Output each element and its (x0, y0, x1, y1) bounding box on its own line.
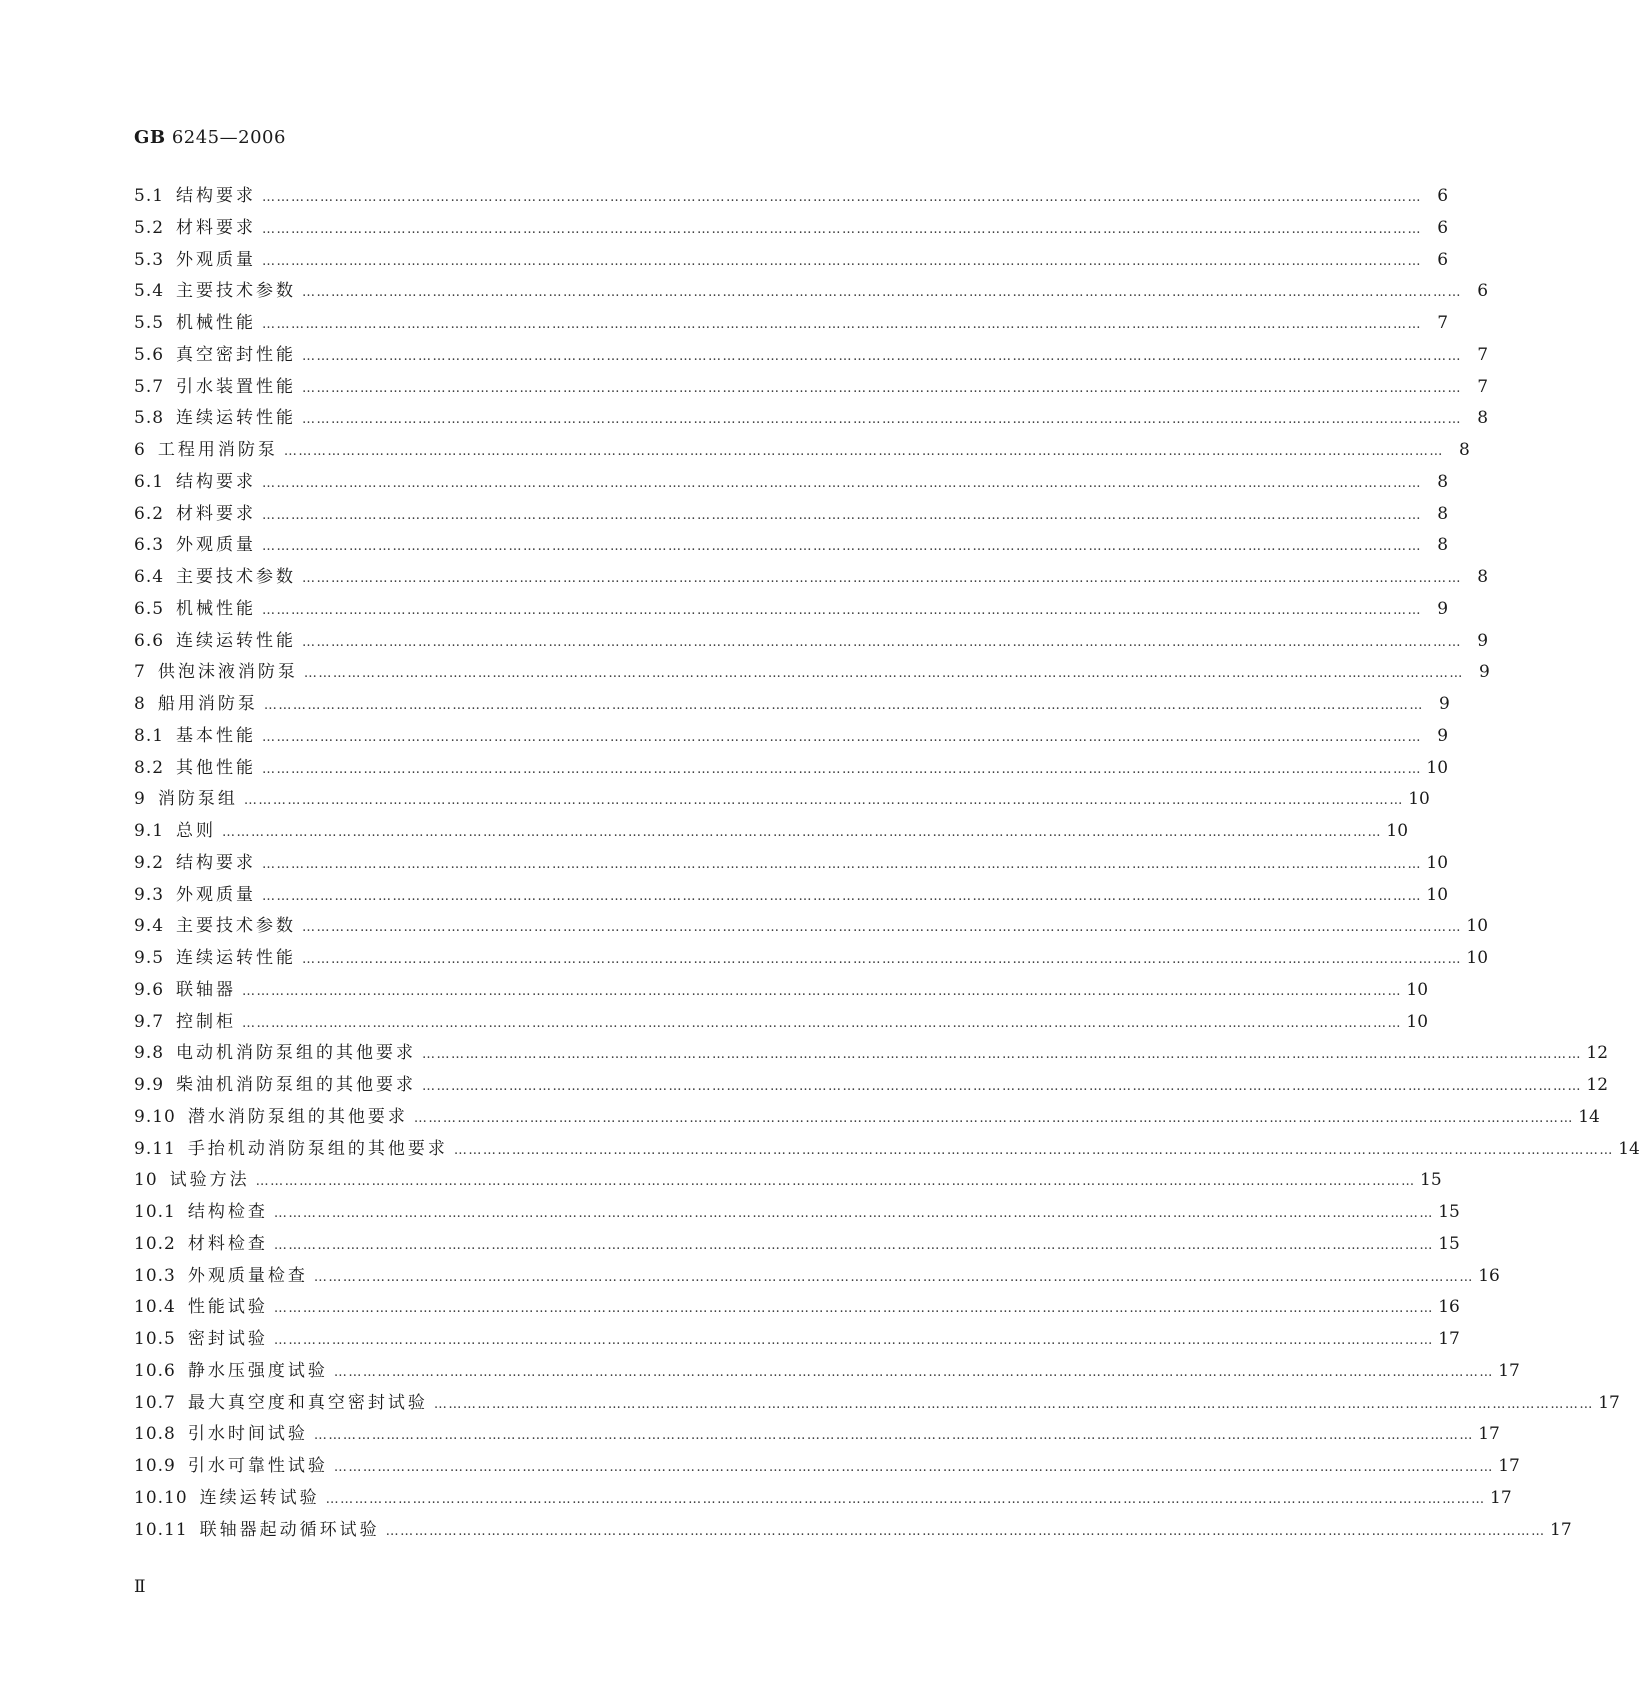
toc-leader-dots: …………………………………………………………………………………………………………………………………………………………………………………………………………………… (273, 1237, 1434, 1253)
toc-leader-dots: …………………………………………………………………………………………………………………………………………………………………………………………………………………… (262, 253, 1423, 269)
toc-entry-page: 14 (1618, 1138, 1640, 1159)
toc-entry-title: 真空密封性能 (176, 344, 297, 365)
toc-entry-page: 8 (1477, 408, 1489, 429)
toc-entry-number: 8 (134, 694, 146, 714)
toc-entry-number: 6 (134, 440, 146, 460)
toc-entry[interactable] (134, 435, 1470, 467)
toc-leader-dots: …………………………………………………………………………………………………………………………………………………………………………………………………………………… (453, 1142, 1614, 1158)
toc-leader-dots: …………………………………………………………………………………………………………………………………………………………………………………………………………………… (422, 1047, 1583, 1063)
toc-entry-number: 9.3 (134, 884, 165, 905)
toc-entry-number: 5.4 (134, 281, 165, 302)
toc-entry[interactable] (134, 689, 1450, 721)
toc-entry-page: 12 (1586, 1075, 1609, 1095)
toc-entry-page: 10 (1408, 789, 1430, 810)
toc-entry[interactable] (134, 1515, 1572, 1547)
toc-entry[interactable] (134, 1388, 1620, 1420)
toc-entry-number: 10.7 (134, 1392, 176, 1413)
toc-entry-title: 联轴器起动循环试验 (199, 1519, 380, 1540)
toc-entry-title: 试验方法 (169, 1170, 250, 1191)
toc-entry-title: 密封试验 (187, 1329, 268, 1349)
toc-leader-dots: …………………………………………………………………………………………………………………………………………………………………………………………………………………… (413, 1110, 1574, 1126)
toc-leader-dots: …………………………………………………………………………………………………………………………………………………………………………………………………………………… (283, 444, 1444, 459)
toc-entry-number: 6.5 (134, 598, 165, 619)
toc-entry-title: 外观质量 (176, 535, 257, 556)
toc-entry-page: 10 (1426, 757, 1449, 778)
toc-entry-number: 10.3 (134, 1265, 176, 1286)
toc-entry-number: 10.6 (134, 1360, 176, 1381)
toc-entry-title: 工程用消防泵 (157, 440, 278, 460)
toc-entry-title: 船用消防泵 (157, 694, 258, 714)
toc-leader-dots: …………………………………………………………………………………………………………………………………………………………………………………………………………………… (302, 412, 1463, 428)
toc-entry-number: 5.7 (134, 376, 165, 397)
toc-entry-number: 10.8 (134, 1424, 176, 1445)
toc-entry-page: 7 (1477, 344, 1489, 365)
toc-entry-number: 9.11 (134, 1138, 176, 1159)
toc-entry-page: 15 (1420, 1170, 1442, 1191)
toc-leader-dots: …………………………………………………………………………………………………………………………………………………………………………………………………………………… (313, 1428, 1474, 1444)
toc-entry[interactable] (134, 1070, 1609, 1102)
toc-entry-number: 9.9 (134, 1075, 165, 1095)
toc-leader-dots: …………………………………………………………………………………………………………………………………………………………………………………………………………………… (302, 285, 1463, 301)
toc-entry-page: 8 (1437, 471, 1449, 492)
toc-entry-page: 15 (1438, 1233, 1460, 1254)
toc-entry-page: 10 (1466, 948, 1489, 968)
toc-entry[interactable] (134, 1038, 1609, 1070)
toc-entry-page: 7 (1437, 313, 1449, 333)
toc-entry-page: 8 (1459, 440, 1470, 460)
toc-entry-number: 5.6 (134, 344, 165, 365)
toc-leader-dots: …………………………………………………………………………………………………………………………………………………………………………………………………………………… (302, 348, 1463, 364)
toc-entry-page: 10 (1386, 821, 1409, 841)
toc-entry[interactable] (134, 467, 1449, 499)
toc-entry-number: 5.2 (134, 217, 165, 238)
toc-leader-dots: …………………………………………………………………………………………………………………………………………………………………………………………………………………… (325, 1491, 1486, 1507)
toc-entry-page: 6 (1437, 186, 1449, 206)
toc-entry-page: 9 (1437, 725, 1449, 746)
toc-entry-page: 9 (1437, 598, 1449, 619)
toc-entry-title: 连续运转性能 (176, 630, 297, 651)
toc-leader-dots: …………………………………………………………………………………………………………………………………………………………………………………………………………………… (262, 729, 1423, 745)
toc-entry-number: 10.9 (134, 1456, 176, 1476)
toc-entry[interactable] (134, 784, 1430, 816)
toc-leader-dots: …………………………………………………………………………………………………………………………………………………………………………………………………………………… (333, 1364, 1494, 1380)
toc-entry[interactable] (134, 562, 1489, 594)
toc-entry-title: 材料要求 (176, 217, 257, 238)
toc-leader-dots: …………………………………………………………………………………………………………………………………………………………………………………………………………………… (242, 1015, 1403, 1031)
toc-entry-title: 结构要求 (176, 186, 257, 206)
toc-entry[interactable] (134, 753, 1449, 785)
toc-entry-number: 9.4 (134, 916, 165, 937)
toc-entry-number: 5.8 (134, 408, 165, 429)
toc-entry-number: 8.2 (134, 757, 165, 778)
toc-entry-page: 10 (1426, 884, 1449, 905)
toc-leader-dots: …………………………………………………………………………………………………………………………………………………………………………………………………………………… (302, 380, 1463, 396)
toc-entry-number: 6.1 (134, 471, 165, 492)
toc-entry-page: 17 (1550, 1519, 1572, 1540)
toc-entry[interactable] (134, 372, 1489, 404)
toc-entry-title: 联轴器 (176, 979, 237, 1000)
toc-entry-number: 9 (134, 789, 146, 810)
toc-entry[interactable] (134, 943, 1489, 975)
toc-entry-number: 6.2 (134, 503, 165, 524)
toc-entry-title: 材料检查 (187, 1233, 268, 1254)
toc-entry-title: 控制柜 (176, 1011, 237, 1032)
toc-entry-page: 17 (1498, 1456, 1520, 1476)
toc-entry-page: 10 (1466, 916, 1489, 937)
toc-entry-page: 6 (1477, 281, 1489, 302)
document-header (134, 127, 286, 148)
toc-entry-title: 基本性能 (176, 725, 257, 746)
toc-leader-dots: …………………………………………………………………………………………………………………………………………………………………………………………………………………… (262, 856, 1423, 872)
toc-entry-number: 10 (134, 1170, 158, 1191)
toc-entry[interactable] (134, 1483, 1512, 1515)
toc-entry-page: 8 (1437, 535, 1449, 556)
toc-entry-page: 9 (1479, 662, 1490, 683)
toc-entry-title: 连续运转性能 (176, 408, 297, 429)
toc-entry[interactable] (134, 181, 1449, 213)
toc-entry-number: 10.1 (134, 1202, 176, 1222)
toc-leader-dots: …………………………………………………………………………………………………………………………………………………………………………………………………………………… (302, 920, 1463, 936)
toc-entry-number: 7 (134, 662, 146, 683)
toc-entry-title: 结构要求 (176, 471, 257, 492)
toc-leader-dots: …………………………………………………………………………………………………………………………………………………………………………………………………………………… (242, 983, 1403, 999)
toc-entry-number: 9.2 (134, 852, 165, 873)
toc-entry-title: 引水可靠性试验 (187, 1456, 328, 1476)
toc-entry[interactable] (134, 499, 1449, 531)
toc-leader-dots: …………………………………………………………………………………………………………………………………………………………………………………………………………………… (273, 1333, 1434, 1348)
toc-leader-dots: …………………………………………………………………………………………………………………………………………………………………………………………………………………… (262, 888, 1423, 904)
toc-entry-page: 15 (1438, 1202, 1460, 1222)
toc-entry-page: 6 (1437, 217, 1449, 238)
toc-entry-title: 引水时间试验 (187, 1424, 308, 1445)
toc-leader-dots: …………………………………………………………………………………………………………………………………………………………………………………………………………………… (262, 221, 1423, 237)
toc-leader-dots: …………………………………………………………………………………………………………………………………………………………………………………………………………………… (262, 190, 1423, 205)
toc-entry[interactable] (134, 1197, 1460, 1229)
toc-entry-title: 结构要求 (176, 852, 257, 873)
toc-entry[interactable] (134, 1324, 1460, 1356)
toc-entry-page: 10 (1426, 852, 1449, 873)
toc-leader-dots: …………………………………………………………………………………………………………………………………………………………………………………………………………………… (263, 698, 1424, 713)
toc-entry-number: 6.4 (134, 567, 165, 587)
toc-entry-title: 引水装置性能 (176, 376, 297, 397)
toc-leader-dots: …………………………………………………………………………………………………………………………………………………………………………………………………………………… (273, 1206, 1434, 1221)
toc-entry-number: 9.7 (134, 1011, 165, 1032)
toc-entry-page: 7 (1477, 376, 1489, 397)
toc-leader-dots: …………………………………………………………………………………………………………………………………………………………………………………………………………………… (262, 317, 1423, 332)
toc-entry-number: 10.11 (134, 1519, 188, 1540)
toc-entry-page: 17 (1438, 1329, 1460, 1349)
toc-entry-number: 9.10 (134, 1106, 176, 1127)
toc-leader-dots: …………………………………………………………………………………………………………………………………………………………………………………………………………………… (303, 666, 1464, 682)
toc-entry-number: 5.3 (134, 249, 165, 270)
toc-entry[interactable] (134, 1007, 1429, 1039)
toc-entry-title: 柴油机消防泵组的其他要求 (176, 1075, 417, 1095)
toc-entry-number: 10.2 (134, 1233, 176, 1254)
toc-entry-number: 6.3 (134, 535, 165, 556)
toc-entry-title: 其他性能 (176, 757, 257, 778)
toc-entry-page: 8 (1477, 567, 1489, 587)
toc-entry-title: 外观质量检查 (187, 1265, 308, 1286)
toc-entry-number: 5.5 (134, 313, 165, 333)
toc-entry[interactable] (134, 403, 1489, 435)
toc-entry-title: 消防泵组 (157, 789, 238, 810)
standard-code: GB (134, 127, 166, 148)
toc-entry-number: 9.1 (134, 821, 165, 841)
toc-entry-title: 潜水消防泵组的其他要求 (187, 1106, 408, 1127)
toc-leader-dots: …………………………………………………………………………………………………………………………………………………………………………………………………………………… (302, 952, 1463, 967)
toc-leader-dots: …………………………………………………………………………………………………………………………………………………………………………………………………………………… (262, 761, 1423, 777)
toc-entry-page: 17 (1478, 1424, 1500, 1445)
toc-entry-page: 17 (1490, 1487, 1512, 1508)
toc-entry-number: 10.4 (134, 1297, 176, 1318)
toc-entry-title: 材料要求 (176, 503, 257, 524)
toc-entry[interactable] (134, 626, 1489, 658)
toc-entry-title: 结构检查 (187, 1202, 268, 1222)
toc-entry[interactable] (134, 276, 1489, 308)
toc-leader-dots: …………………………………………………………………………………………………………………………………………………………………………………………………………………… (333, 1460, 1494, 1475)
toc-entry[interactable] (134, 245, 1449, 277)
toc-entry[interactable] (134, 975, 1429, 1007)
toc-leader-dots: …………………………………………………………………………………………………………………………………………………………………………………………………………………… (385, 1523, 1546, 1539)
toc-entry-number: 5.1 (134, 186, 165, 206)
toc-entry[interactable] (134, 1292, 1460, 1324)
toc-entry[interactable] (134, 1165, 1442, 1197)
toc-entry-title: 主要技术参数 (176, 567, 297, 587)
toc-entry[interactable] (134, 1451, 1520, 1483)
toc-leader-dots: …………………………………………………………………………………………………………………………………………………………………………………………………………………… (302, 634, 1463, 650)
toc-entry-title: 性能试验 (187, 1297, 268, 1318)
toc-entry[interactable] (134, 340, 1489, 372)
toc-entry-title: 机械性能 (176, 313, 257, 333)
toc-entry[interactable] (134, 530, 1449, 562)
toc-entry-number: 6.6 (134, 630, 165, 651)
toc-leader-dots: …………………………………………………………………………………………………………………………………………………………………………………………………………………… (243, 793, 1404, 809)
toc-entry-title: 最大真空度和真空密封试验 (187, 1392, 428, 1413)
toc-entry-page: 16 (1478, 1265, 1500, 1286)
toc-entry[interactable] (134, 848, 1449, 880)
toc-entry-number: 9.6 (134, 979, 165, 1000)
toc-entry-page: 6 (1437, 249, 1449, 270)
toc-entry[interactable] (134, 721, 1449, 753)
toc-entry[interactable] (134, 1229, 1460, 1261)
toc-entry-page: 17 (1598, 1392, 1620, 1413)
toc-leader-dots: …………………………………………………………………………………………………………………………………………………………………………………………………………………… (433, 1396, 1594, 1412)
toc-entry[interactable] (134, 1419, 1500, 1451)
toc-entry[interactable] (134, 911, 1489, 943)
toc-leader-dots: …………………………………………………………………………………………………………………………………………………………………………………………………………………… (262, 539, 1423, 555)
toc-entry-page: 10 (1406, 979, 1429, 1000)
toc-entry[interactable] (134, 816, 1409, 848)
toc-leader-dots: …………………………………………………………………………………………………………………………………………………………………………………………………………………… (262, 602, 1423, 618)
toc-leader-dots: …………………………………………………………………………………………………………………………………………………………………………………………………………………… (222, 825, 1383, 840)
toc-entry-title: 静水压强度试验 (187, 1360, 328, 1381)
toc-leader-dots: …………………………………………………………………………………………………………………………………………………………………………………………………………………… (255, 1174, 1416, 1190)
toc-entry-title: 供泡沫液消防泵 (157, 662, 298, 683)
standard-number: 6245—2006 (171, 127, 286, 148)
toc-entry-number: 9.8 (134, 1043, 165, 1064)
toc-entry-number: 9.5 (134, 948, 165, 968)
toc-leader-dots: …………………………………………………………………………………………………………………………………………………………………………………………………………………… (262, 475, 1423, 491)
toc-entry-title: 总则 (176, 821, 217, 841)
toc-entry-page: 8 (1437, 503, 1449, 524)
toc-entry-number: 8.1 (134, 725, 165, 746)
toc-leader-dots: …………………………………………………………………………………………………………………………………………………………………………………………………………………… (302, 571, 1463, 586)
toc-entry[interactable] (134, 594, 1449, 626)
table-of-contents (134, 181, 1640, 1546)
toc-entry-title: 连续运转试验 (199, 1487, 320, 1508)
toc-entry-title: 外观质量 (176, 884, 257, 905)
toc-entry[interactable] (134, 880, 1449, 912)
toc-entry-title: 电动机消防泵组的其他要求 (176, 1043, 417, 1064)
toc-entry-title: 主要技术参数 (176, 916, 297, 937)
toc-leader-dots: …………………………………………………………………………………………………………………………………………………………………………………………………………………… (273, 1301, 1434, 1317)
toc-entry-title: 机械性能 (176, 598, 257, 619)
toc-entry-title: 外观质量 (176, 249, 257, 270)
toc-entry-number: 10.5 (134, 1329, 176, 1349)
toc-entry[interactable] (134, 308, 1449, 340)
toc-entry[interactable] (134, 657, 1490, 689)
toc-entry[interactable] (134, 1102, 1600, 1134)
toc-entry-page: 17 (1498, 1360, 1520, 1381)
toc-entry-title: 手抬机动消防泵组的其他要求 (187, 1138, 448, 1159)
toc-entry-page: 14 (1578, 1106, 1600, 1127)
page-number-footer: Ⅱ (134, 1577, 146, 1597)
toc-entry-title: 连续运转性能 (176, 948, 297, 968)
toc-entry[interactable] (134, 1356, 1520, 1388)
toc-leader-dots: …………………………………………………………………………………………………………………………………………………………………………………………………………………… (313, 1269, 1474, 1285)
toc-entry-number: 10.10 (134, 1487, 188, 1508)
toc-leader-dots: …………………………………………………………………………………………………………………………………………………………………………………………………………………… (262, 507, 1423, 523)
toc-entry-page: 12 (1586, 1043, 1609, 1064)
toc-entry-page: 9 (1439, 694, 1450, 714)
toc-entry-page: 9 (1477, 630, 1489, 651)
toc-entry[interactable] (134, 1261, 1500, 1293)
toc-entry-page: 10 (1406, 1011, 1429, 1032)
toc-entry[interactable] (134, 1134, 1640, 1166)
toc-leader-dots: …………………………………………………………………………………………………………………………………………………………………………………………………………………… (422, 1079, 1583, 1094)
toc-entry[interactable] (134, 213, 1449, 245)
toc-entry-page: 16 (1438, 1297, 1460, 1318)
toc-entry-title: 主要技术参数 (176, 281, 297, 302)
